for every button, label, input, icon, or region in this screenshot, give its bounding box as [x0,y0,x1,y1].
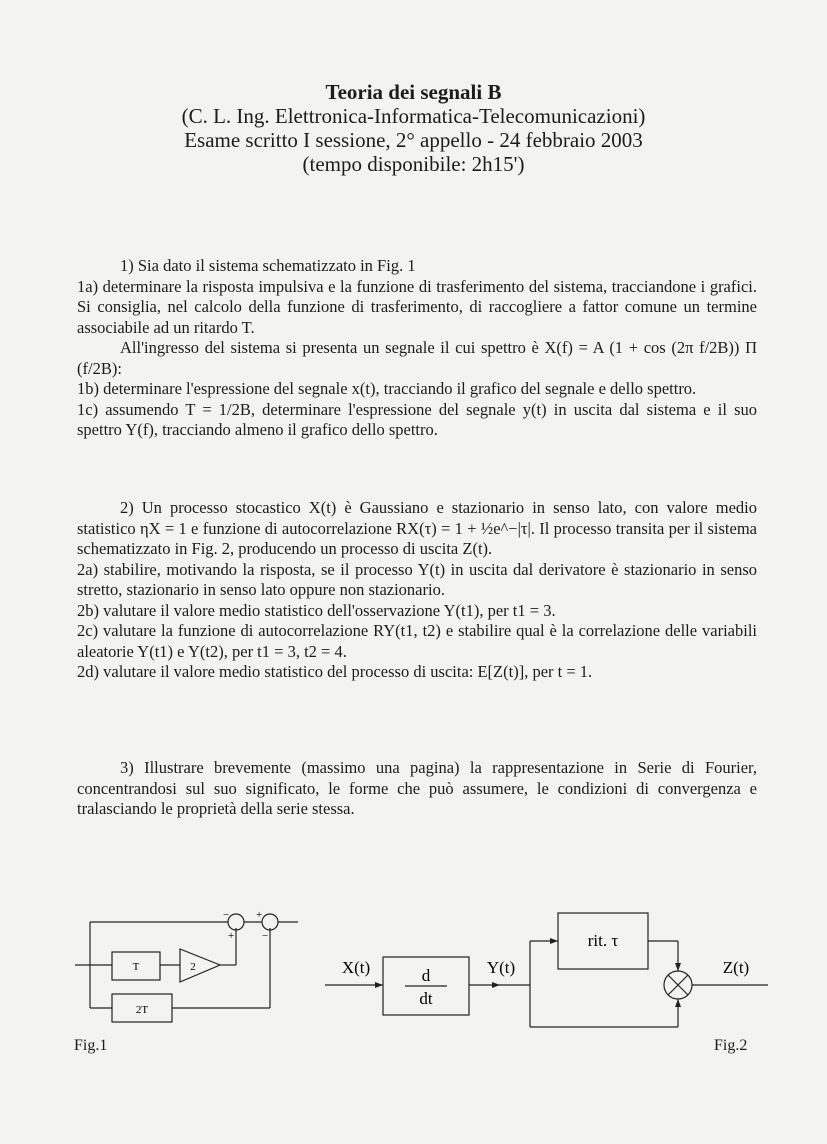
fig1-delay-t-label: T [132,961,140,973]
q2a: 2a) stabilire, motivando la risposta, se il processo Y(t) in uscita dal derivatore è stazionario in senso stretto, stazionario in senso lato oppure non stazionario. [77,559,757,599]
q2d: 2d) valutare il valore medio statistico del processo di uscita: E[Z(t)], per t = 1. [77,662,593,681]
degree-program: (C. L. Ing. Elettronica-Informatica-Telecomunicazioni) [181,104,646,128]
fig2-mid-label: Y(t) [486,958,516,977]
q1-intro: 1) Sia dato il sistema schematizzato in Fig. 1 [120,256,416,275]
question-2 [77,498,757,683]
exam-session: Esame scritto I sessione, 2° appello - 24 febbraio 2003 [184,128,643,152]
question-3 [77,758,757,820]
fig1-sum-node-2 [262,914,278,930]
q2c: 2c) valutare la funzione di autocorrelazione RY(t1, t2) e stabilire qual è la correlazione delle variabili aleatorie Y(t1) e Y(t2), per t1 = 3, t2 = 4. [77,621,757,661]
q3-text: 3) Illustrare brevemente (massimo una pagina) la rappresentazione in Serie di Fourier, concentrandosi sul suo significato, le forme che può assumere, le condizioni di convergenza e tralasciando le proprietà della serie stessa. [77,758,757,818]
q1b: 1b) determinare l'espressione del segnale x(t), tracciando il grafico del segnale e dello spettro. [77,379,697,398]
fig1-sign-4: − [262,930,269,942]
q1c: 1c) assumendo T = 1/2B, determinare l'espressione del segnale y(t) in uscita dal sistema e il suo spettro Y(f), tracciando almeno il grafico dello spettro. [77,399,757,439]
fig2-block-diagram [320,905,770,1045]
fig1-gain-triangle [180,949,220,982]
time-available: (tempo disponibile: 2h15') [302,152,525,176]
q2-intro: 2) Un processo stocastico X(t) è Gaussiano e stazionario in senso lato, con valore medio statistico ηX = 1 e funzione di autocorrelazione RX(τ) = 1 + ½e^−|τ|. Il processo transita per il sistema schematizzato in Fig. 2, producendo un processo di uscita Z(t). [77,498,757,558]
fig2-deriv-denominator: dt [419,989,433,1008]
exam-header [0,80,827,176]
fig1-sign-3: + [256,909,263,921]
question-1 [77,256,757,441]
fig2-output-label: Z(t) [722,958,750,977]
fig1-sign-2: + [228,930,235,942]
q1a: 1a) determinare la risposta impulsiva e la funzione di trasferimento del sistema, tracciandone i grafici. Si consiglia, nel calcolo della funzione di trasferimento, di raccogliere a fattor comune un termine associabile ad un ritardo T. [77,276,757,337]
fig2-input-label: X(t) [341,958,371,977]
fig1-delay-2t-label: 2T [135,1004,149,1016]
fig1-sum-node-1 [228,914,244,930]
fig2-caption: Fig.2 [714,1037,748,1054]
fig1-block-diagram [70,905,300,1040]
course-title: Teoria dei segnali B [325,80,502,104]
fig1-gain-label: 2 [190,961,196,973]
fig2-delay-label: rit. τ [587,931,619,950]
q1-input-spectrum: All'ingresso del sistema si presenta un segnale il cui spettro è X(f) = A (1 + cos (2π f/2B)) Π (f/2B): [77,338,757,378]
fig2-deriv-numerator: d [421,966,431,985]
q2b: 2b) valutare il valore medio statistico dell'osservazione Y(t1), per t1 = 3. [77,600,556,620]
fig1-sign-1: − [223,909,230,921]
fig1-caption: Fig.1 [74,1037,108,1054]
